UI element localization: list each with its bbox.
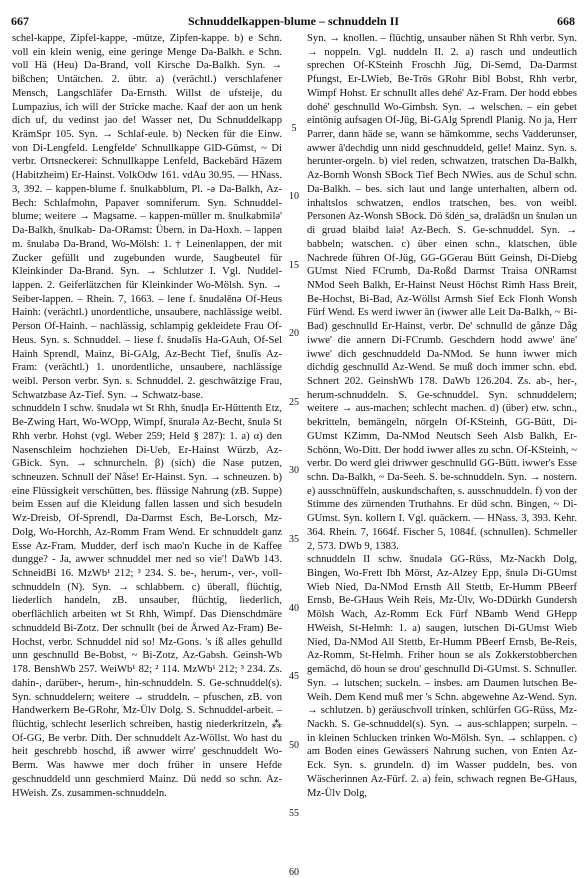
entry-schnuddeln-ii: schnuddeln II schw. šnudələ GG-Rüss, Mz-Nackh Dolg, Bingen, Wo-Frett Ibh Mörst, Az-Alzey Epp, šnulə Di-GUmst Wieb Nied, Da-NMod Ernsth All Stettb, Er-Humm PBeerf Ernsb, Be-GHaus Weih Reis, Mz-Ülv, Wo-DDürkh Gundersh Mölsh Wach, Az-Romm Eck Fürf NBamb Wend GHepp HWeish, St-Helmh: 1. a) saugen, lutschen Di-GUmst Wieb Nied, Da-NMod All Stettb, Er-Humm PBeerf Ernsb, Be-Reis, Az-Romm, St-Helmh. Friher houn se als Zokkerstobberchen gemächd, dö houn se drou' geschnulld Di-GUmst. S. Schnuller. Syn. → lutschen; suckeln. – insbes. am Daumen lutschen Be-Weih. Dem Kend muß mer 's Schn. abgewehne Az-Wend. Syn. → schlutzen. b) geräuschvoll trinken, schlürfen GG-Rüss, Mz-Nackh. S. Ge-schnuddel(s). Syn. → aus-schlappen; surpeln. – in kleinen Schlucken trinken Wo-Mölsh. Syn. → schlappen. c) am Boden eines Gewässers Nahrung suchen, von Enten Az-Eck. Syn. s. grundeln. d) im Wasser puddeln, bes. von Wäscherinnen Az-Fürf. 2. a) fein, schwach regnen Be-GHaus, Mz-Ülv Dolg, [307,554,577,799]
line-number: 50 [289,740,299,751]
page-number-right: 668 [557,14,575,28]
line-numbers [283,32,305,878]
line-number: 5 [291,123,297,134]
line-number: 55 [289,808,299,819]
line-number: 25 [289,397,299,408]
line-number: 20 [289,328,299,339]
right-column [307,32,577,850]
page-header [0,14,587,30]
line-number: 30 [289,465,299,476]
line-number: 60 [289,867,299,878]
line-number: 35 [289,534,299,545]
running-title: Schnuddelkappen-blume – schnuddeln II [187,14,400,28]
left-column [12,32,282,850]
line-number: 40 [289,603,299,614]
page-number-left: 667 [11,14,29,28]
entry-schnuddeln-i: schnuddeln I schw. šnudələ wt St Rhh, šnudļə Er-Hüttenth Etz, Be-Zwing Hart, Wo-WOpp, Wimpf, šnuralə Az-Becht, šnulə St Rhh verbr. Hohst (vgl. Weber 259; Held § 287): 1. a) α) den Nasenschleim hochziehen Di-Ueb, Er-Hainst Würzb, Az-GBick. Syn. → schnurcheln. β) (sich) die Nase putzen, schneuzen. Schnull dei' Nåse! Er-Hainst. Syn. → schneuzen. b) eine Flüssigkeit verschütten, bes. flüssige Nahrung (zB. Suppe) beim Essen auf die Kleidung fallen lassen und sich besudeln Wz-Dreisb, Of-Sprendl, Da-Darmst Esch, Be-Lorsch, Mz-Dolg, Wo-Horchh, Az-Romm Fram Wend. Er schnuddelt ganz Esse Az-Fram. Mudder, derf isch mao'n Kuche in de Kaffee dungge? - Ja, awwer schnuddel mer ned so vie'! DaWb 143. SchneidBi 16. MzWb¹ 212; ³ 234. S. be-, herum-, ver-, voll-schnuddeln (N). Syn. → schlabbern. c) überall, flüchtig, liederlich handeln, zB. unsauber, flüchtig, liederlich, oberflächlich arbeiten wt St Rhh, Wimpf. Das Dienschdmäre schnuddeld Bi-Zotz. Der schnullt (bei de Ärwed Az-Fram) Be-Hochst, verbr. Schnuddel nid so! Mz-Gons. 's iß alles gehulld unn geschnulld Be-Bobst, ~ Bi-Zotz, Az-Gabsh. Geinsh-Wb 178. BenshWb 257. WeiWb¹ 82; ² 114. MzWb¹ 212; ³ 234. Zs. dahin-, darüber-, herum-, hin-schnuddeln. S. Ge-schnuddel(s). Syn. schnuddelern; weitere → struddeln. – pfuschen, zB. von Handwerkern Be-GRohr, Mz-Ülv Dolg. S. Schnuddel-arbeit. – flüchtig, schlecht leserlich schreiben, hastig niederkritzeln, ⁂ Of-GG, Be verbr. Dith. Der schnuddelt Az-Wöllst. Wo hast du heit geschrebb hoschd, iß awwer wirre' geschnuddelt Wo-Berm. Was hawwe mer doch früher in unsere Hefde geschnuddeld unn geschmierd Mainz. Dü nedd so schn. Az-HWeish. Zs. zusammen-schnuddeln. [12,403,282,799]
line-number: 45 [289,671,299,682]
entry-schnuddeln-i-cont: Syn. → knollen. – flüchtig, unsauber nähen St Rhh verbr. Syn. → noppeln. Vgl. nuddeln II. 2. a) rasch und undeutlich sprechen Of-KSteinh Froschh Jüg, Di-Semd, Da-Darmst Pfungst, Er-LWieb, Be-Trös GRohr Bibl Bobst, Rhh verbr, Wimpf Hohst. Er schnullt alles dehé' Az-Fram. Der hodd ebbes dohé' geschnulld Wo-Gimbsh. Syn. → welschen. – ein gebet eintönig aufsagen Of-Jüg, Bi-GAlg Sprendl Planig. No ja, Herr Parrer, dann häde se, wann se hämkomme, sechs Vadderunser, awwer â'dechdig unn nidd geschnuddeld, gelle! Mainz. Syn. s. herunter-orgeln. b) viel reden, schwatzen, tratschen Da-Balkh, Az-Bornh Wonsh SBock Tief Bech NWies. aus de Schul schn. Da-Balkh. – bes. sich laut und lange unterhalten, albern od. inhaltslos schwatzen, endlos tratschen, bes. von weibl. Personen Az-Wonsh SBock. Dö šdén_sə, drəlädšn un šnulən un di gruəd blaibd laiə! Az-Bech. S. Ge-schnuddel. Syn. → babbeln; watschen. c) über einen schn., klatschen, üble Nachrede führen Of-Jüg, GG-GGerau Bütt Geinsh, Di-Diebg GUmst Nied FCrumb, Da-Roßd Darmst Traisa ONRamst NMod Seeh Balkh, Er-Hainst Neust Höchst Rimh Hass Breit, Be-Hochst, Bi-Bad, Az-Wöllst Armsh Sief Eck Flonh Wonsh Fürf Wend. Es werd iwwer än (iwwer alle Leit Da-Balkh, ~ Bi-Bad) geschnulld Er-Hainst, verbr. De' schnulld de gånze Dåg iwwe' die annern Di-FCrumb. Geschdern hodd awwe' äne' iwwe' dich geschnuddeld Da-NMod. Se hunn iwwer mich dichdig geschnulld Az-Wend. Se muß doch immer schn. ebd. Schnert 202. GeinshWb 178. DaWb 126.204. Zs. ab-, her-, herum-schnuddeln. S. Ge-schnuddel. Syn. schnuddelern; weitere → aus-machen; schlecht machen. d) (über) etw. schn., bekritteln, bemängeln, nörgeln Of-KSteinh, GG-Bütt, Di-GUmst KZimm, Da-NMod Neutsch Seeh Alsb Balkh, Er-Schönn, Wo-Ditt. Der hodd iwwer alles zu schn. Of-KSteinh, ~ verbr. Do werd glei driwwer geschnulld GG-Bütt. iwwer's Esse schn. Da-Balkh, ~ Da-Seeh. S. be-schnuddeln. Syn. → nostern. e) ausschnüffeln, auskundschaften, s. ausschnuddeln. f) von der Stimme des zürnenden Truthahns. Er düd schn. Bingen, ~ Di-GUmst. Syn. kollern I. Vgl. quäckern. — HNass. 3, 393. Kehr. 364. Rhein. 7, 1664f. Fischer 5, 1084f. (schnullen). Schmeller 2, 573. DWb 9, 1383. [307,33,577,552]
line-number: 10 [289,191,299,202]
line-number: 15 [289,260,299,271]
entry-schnuddelkappen: schel-kappe, Zipfel-kappe, -mütze, Zipfen-kappe. b) e Schn. voll ein klein wenig, eine geringe Menge Da-Balkh. e Schn. voll Hä (Heu) Da-Brand, voll Kirsche Da-Balkh. Syn. → bißchen; Untätchen. 2. übtr. a) (verächtl.) verschlafener Mensch, Langschläfer Da-Ernsth. Willst de ufsteije, du Lumpazius, ich will der Stricke mache. Kaaf der aon un henk dich uf, du vedinst jao de! Wasser net, Du Schnuddelkapp KrämSpr 105. Syn. → Schlaf-eule. b) Necken für die Einw. von Di-Lengfeld. Lengfelde' Schnullkappe GlD-Gümst, ~ Di verbr. Ortsneckerei: Schnullkappe Lenfeld, Backebärd Häzem (Habitzheim) Er-Hainst. VolkOdw 161. vdAu 30.95. — HNass. 3, 392. – kappen-blume f. šnulkabblum, Pl. -ə Da-Balkh, Az-Bech: Schlafmohn, Papaver somniferum. Syn. Schnuddel-blume; weitere → Magsame. – kappen-müller m. šnulkabmilə' Da-Balkh, šnulkab- Da-ORamst: Übern. in Da-Hoxh. – lappen m. šnulabə Da-Brand, Wo-Mölsh: 1. † Leinenlappen, der mit Zucker gefüllt und zugebunden wurde, Saugbeutel für Kleinkinder Da-Brand. Syn. → Schlutzer I. Vgl. Nuddel-lappen. 2. Geiferlätzchen für Kleinkinder Wo-Mölsh. Syn. → Seiber-lappen. – Rhein. 7, 1663. – lene f. šnudəlēnə Of-Heus Hainh: (verächtl.) unordentliche, unsaubere, nachlässige weibl. Person Of-Hainh. – nachlässig, schlampig gekleidete Frau Of-Heus. Syn. s. Schnuddel. – liese f. šnudəlīs Ha-GAuh, Of-Sel Hainh Sprendl, Mainz, Bi-GAlg, Az-Becht Tief, šnulīs Az-Fram: (verächtl.) 1. unordentliche, unsaubere, nachlässige weibl. Person verbr. Syn. s. Schnuddel. 2. geschwätzige Frau, Schwatzbase Az-Tief. Syn. → Schwatz-base. [12,33,282,401]
